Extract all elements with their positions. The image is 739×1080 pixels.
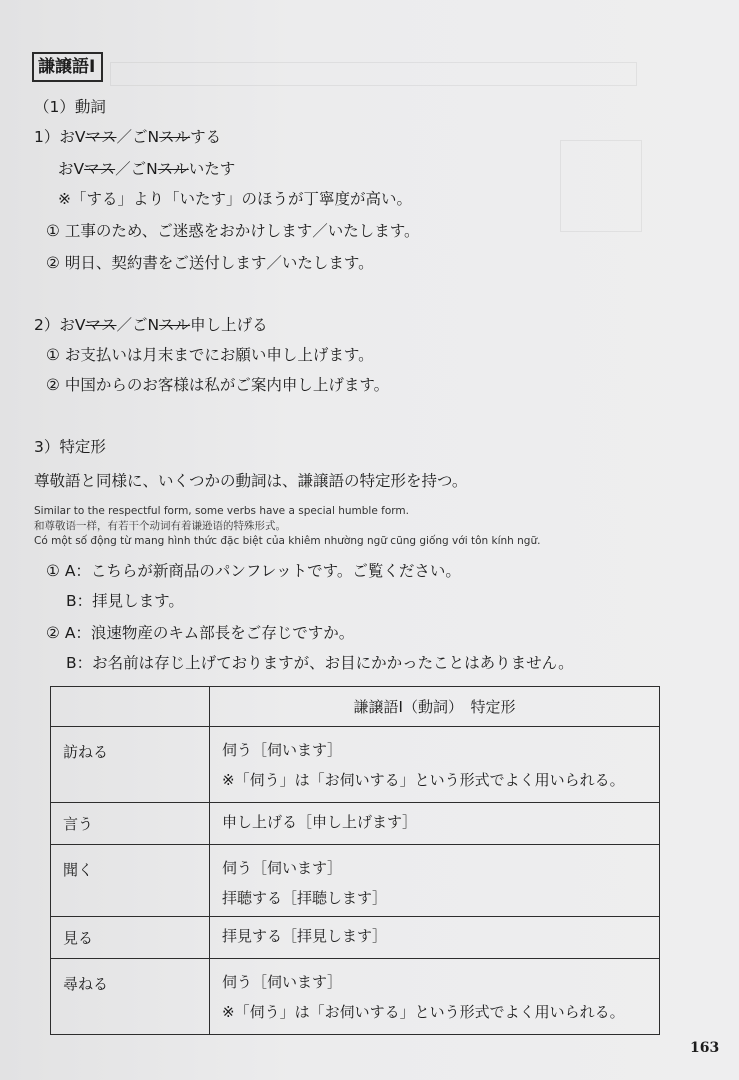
pattern-2-line xyxy=(34,314,268,336)
english-translation: Similar to the respectful form, some verbs have a special humble form. xyxy=(34,505,409,517)
vietnamese-translation: Có một số động từ mang hình thức đặc biệt của khiêm nhường ngữ cũng giống với tôn kính ngữ. xyxy=(34,535,541,547)
pattern-1-line xyxy=(34,126,221,148)
form-cell xyxy=(210,959,660,1035)
table-header-text: 謙譲語Ⅰ（動詞） 特定形 xyxy=(353,698,516,716)
verb-text: 見る xyxy=(63,929,94,947)
example-sentence: ② 明日、契約書をご送付します／いたします。 xyxy=(46,254,374,272)
verb-text: 尋ねる xyxy=(63,975,109,993)
table-row xyxy=(51,959,660,1035)
pattern-text: ／ごN xyxy=(116,128,160,146)
chinese-translation: 和尊敬语一样，有若干个动词有着谦逊语的特殊形式。 xyxy=(34,520,286,532)
form-text: 申し上げる［申し上げます］ xyxy=(222,813,418,831)
dialogue-line: ① A：こちらが新商品のパンフレットです。ご覧ください。 xyxy=(46,562,461,580)
verb-cell xyxy=(51,959,210,1035)
verb-heading: （1）動詞 xyxy=(34,98,106,116)
dialogue-line: B：拝見します。 xyxy=(66,592,184,610)
verb-text: 聞く xyxy=(63,861,94,879)
pattern-text: おV xyxy=(58,160,85,178)
verb-text: 言う xyxy=(63,815,94,833)
form-cell xyxy=(210,727,660,803)
struck-text: マス xyxy=(85,316,117,334)
pattern-text: 2）おV xyxy=(34,316,86,334)
table-row xyxy=(51,803,660,845)
form-text: 拝聴する［拝聴します］ xyxy=(222,889,388,907)
section-title-box xyxy=(32,52,103,82)
section-title: 謙譲語Ⅰ xyxy=(38,57,96,77)
pattern-text: 1）おV xyxy=(34,128,86,146)
form-cell xyxy=(210,845,660,917)
form-text: 伺う［伺います］ xyxy=(222,859,343,877)
table-row xyxy=(51,727,660,803)
form-cell xyxy=(210,917,660,959)
verb-cell xyxy=(51,917,210,959)
example-sentence: ① お支払いは月末までにお願い申し上げます。 xyxy=(46,346,374,364)
form-text: 伺う［伺います］ xyxy=(222,973,343,991)
note-text: ※「する」より「いたす」のほうが丁寧度が高い。 xyxy=(58,190,412,208)
dialogue-line: B：お名前は存じ上げておりますが、お目にかかったことはありません。 xyxy=(66,654,574,672)
special-form-heading: 3）特定形 xyxy=(34,438,106,456)
pattern-text: ／ごN xyxy=(116,316,160,334)
struck-text: スル xyxy=(159,316,191,334)
show-through-ghost xyxy=(560,140,642,232)
form-text: 伺う［伺います］ xyxy=(222,741,343,759)
verb-cell xyxy=(51,803,210,845)
struck-text: スル xyxy=(159,128,191,146)
form-note: ※「伺う」は「お伺いする」という形式でよく用いられる。 xyxy=(222,1003,625,1021)
struck-text: マス xyxy=(85,128,117,146)
example-sentence: ① 工事のため、ご迷惑をおかけします／いたします。 xyxy=(46,222,420,240)
show-through-ghost xyxy=(110,62,637,86)
pattern-text: する xyxy=(190,128,222,146)
table-row xyxy=(51,845,660,917)
pattern-text: いたす xyxy=(188,160,236,178)
verb-cell xyxy=(51,845,210,917)
form-cell xyxy=(210,803,660,845)
verb-text: 訪ねる xyxy=(63,743,109,761)
struck-text: マス xyxy=(84,160,116,178)
form-note: ※「伺う」は「お伺いする」という形式でよく用いられる。 xyxy=(222,771,625,789)
verb-cell xyxy=(51,727,210,803)
table-header-row xyxy=(51,687,660,727)
pattern-text: ／ごN xyxy=(115,160,158,178)
table-header-empty-cell xyxy=(51,687,210,727)
humble-verb-table xyxy=(50,686,660,1035)
description-text: 尊敬語と同様に、いくつかの動詞は、謙譲語の特定形を持つ。 xyxy=(34,472,468,490)
pattern-1-alt-line xyxy=(58,158,235,180)
table-header-cell xyxy=(210,687,660,727)
dialogue-line: ② A：浪速物産のキム部長をご存じですか。 xyxy=(46,624,355,642)
example-sentence: ② 中国からのお客様は私がご案内申し上げます。 xyxy=(46,376,390,394)
table-row xyxy=(51,917,660,959)
pattern-text: 申し上げる xyxy=(190,316,268,334)
struck-text: スル xyxy=(157,160,189,178)
page-number: 163 xyxy=(690,1040,720,1056)
form-text: 拝見する［拝見します］ xyxy=(222,927,388,945)
